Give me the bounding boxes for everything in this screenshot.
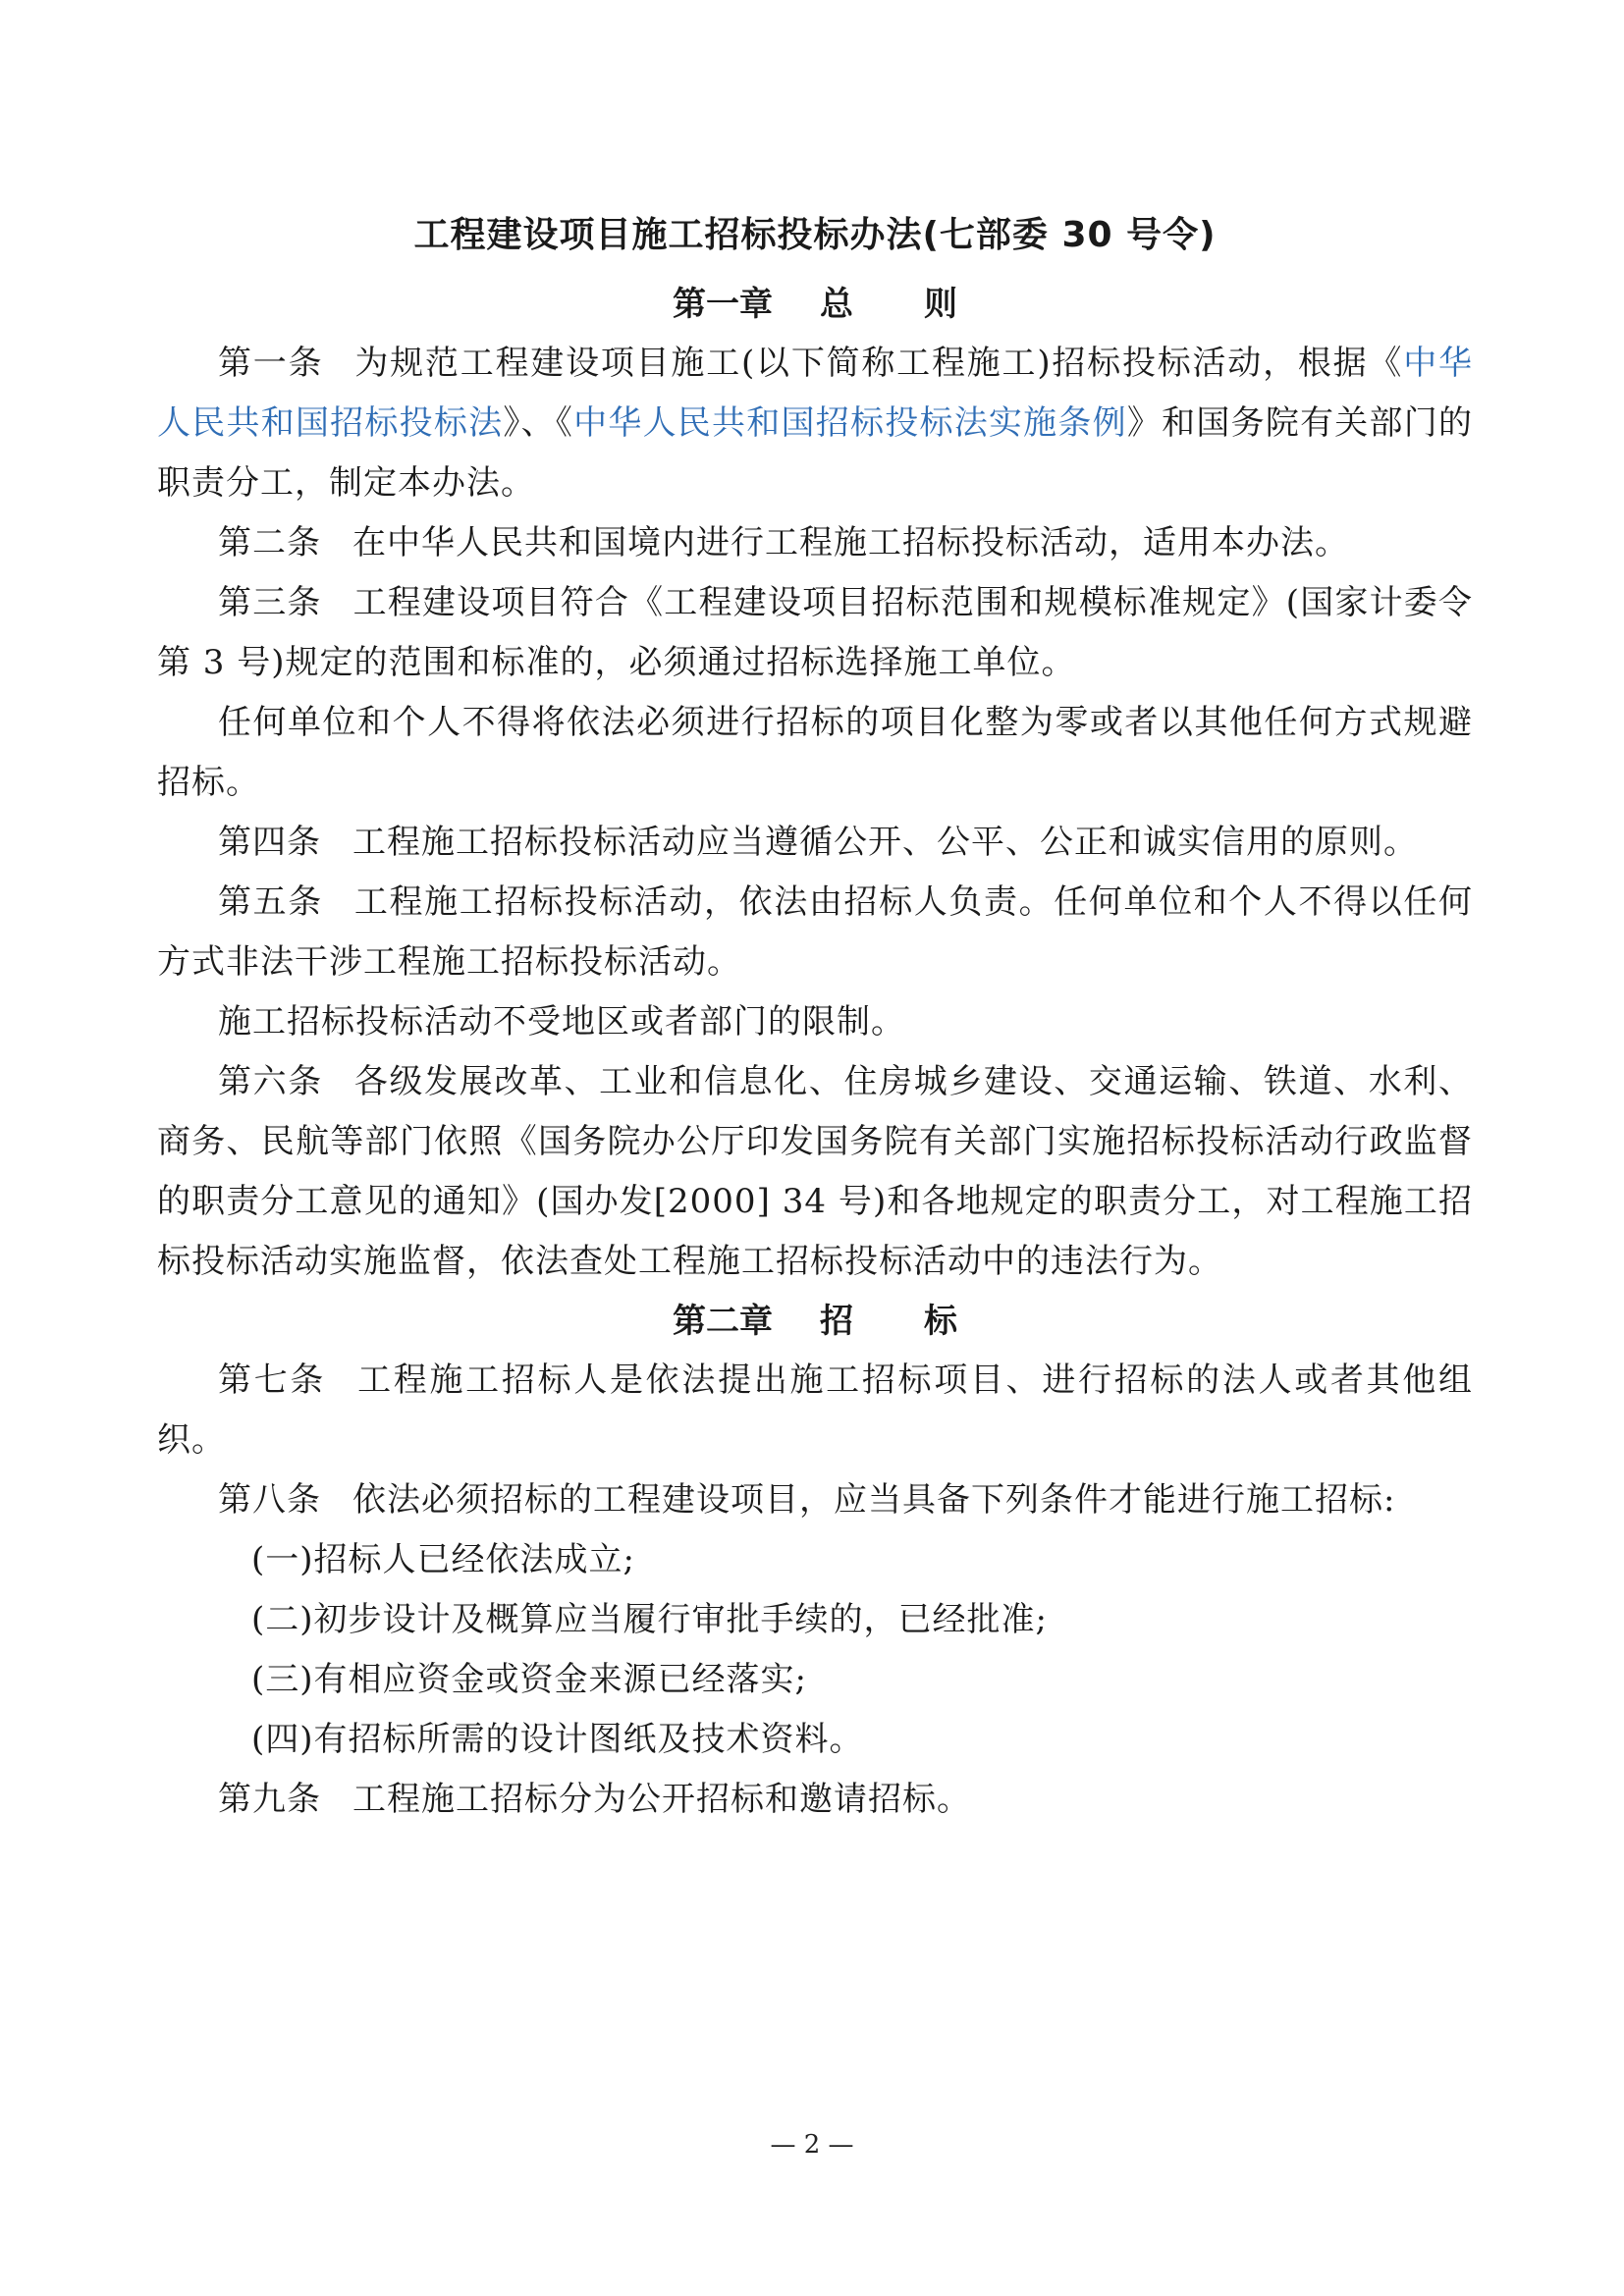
article-8-text: 依法必须招标的工程建设项目，应当具备下列条件才能进行施工招标:	[352, 1480, 1396, 1520]
chapter-2-number: 第二章	[673, 1302, 773, 1341]
article-5-text: 工程施工招标投标活动，依法由招标人负责。任何单位和个人不得以任何方式非法干涉工程施工招标投标活动。	[157, 882, 1474, 982]
article-9	[157, 1770, 1473, 1830]
article-8-item-2: (二)初步设计及概算应当履行审批手续的，已经批准;	[251, 1600, 1048, 1639]
article-1-number: 第一条	[218, 344, 324, 383]
article-2-number: 第二条	[218, 523, 321, 562]
article-2	[157, 513, 1473, 573]
article-6-number: 第六条	[218, 1062, 323, 1101]
document-page	[157, 208, 1473, 1830]
article-9-number: 第九条	[218, 1780, 321, 1819]
article-6-text: 各级发展改革、工业和信息化、住房城乡建设、交通运输、铁道、水利、商务、民航等部门依照《国务院办公厅印发国务院有关部门实施招标投标活动行政监督的职责分工意见的通知》(国办发[2000] 34 号)和各地规定的职责分工，对工程施工招标投标活动实施监督，依法查处工程施工招标投标活动中的违法行为。	[157, 1062, 1474, 1281]
article-7	[157, 1351, 1473, 1470]
article-7-text: 工程施工招标人是依法提出施工招标项目、进行招标的法人或者其他组织。	[157, 1361, 1474, 1460]
article-8-item-1: (一)招标人已经依法成立;	[251, 1540, 635, 1579]
chapter-1-title-char-1: 总	[820, 285, 853, 324]
law-link-implementation-regulations[interactable]: 中华人民共和国招标投标法实施条例	[573, 403, 1127, 443]
article-3	[157, 573, 1473, 693]
article-4	[157, 813, 1473, 873]
article-7-number: 第七条	[218, 1361, 327, 1400]
article-8-item-4: (四)有招标所需的设计图纸及技术资料。	[251, 1720, 864, 1759]
article-8-item-3: (三)有相应资金或资金来源已经落实;	[251, 1660, 807, 1699]
article-3-number: 第三条	[218, 583, 322, 622]
article-3-text: 工程建设项目符合《工程建设项目招标范围和规模标准规定》(国家计委令第 3 号)规定的范围和标准的，必须通过招标选择施工单位。	[157, 583, 1473, 682]
article-1-text-before: 为规范工程建设项目施工(以下简称工程施工)招标投标活动，根据《	[354, 344, 1404, 383]
article-1-text-after: 》和国务院有关部门的职责分工，制定本办法。	[157, 403, 1474, 503]
article-6	[157, 1052, 1473, 1292]
document-title: 工程建设项目施工招标投标办法(七部委 30 号令)	[413, 215, 1217, 255]
article-8-number: 第八条	[218, 1480, 321, 1520]
chapter-1-number: 第一章	[673, 285, 773, 324]
article-2-text: 在中华人民共和国境内进行工程施工招标投标活动，适用本办法。	[352, 523, 1349, 562]
article-5-paragraph-2: 施工招标投标活动不受地区或者部门的限制。	[218, 1002, 905, 1041]
chapter-1-title-char-2: 则	[924, 285, 957, 324]
law-link-bidding-law[interactable]: 中华人民共和国招标投标法	[157, 344, 1474, 443]
article-9-text: 工程施工招标分为公开招标和邀请招标。	[352, 1780, 971, 1819]
article-8	[157, 1470, 1473, 1530]
article-4-number: 第四条	[218, 823, 321, 862]
article-4-text: 工程施工招标投标活动应当遵循公开、公平、公正和诚实信用的原则。	[352, 823, 1418, 862]
chapter-2-title-char-2: 标	[924, 1302, 957, 1341]
chapter-2-heading	[157, 1292, 1473, 1351]
article-1	[157, 334, 1473, 513]
chapter-2-title-char-1: 招	[820, 1302, 853, 1341]
article-1-text-mid: 》、《	[503, 403, 574, 443]
article-5	[157, 873, 1473, 992]
chapter-1-heading	[157, 275, 1473, 334]
page-number: — 2 —	[770, 2130, 854, 2160]
article-5-number: 第五条	[218, 882, 323, 922]
article-3-paragraph-2: 任何单位和个人不得将依法必须进行招标的项目化整为零或者以其他任何方式规避招标。	[157, 703, 1473, 802]
